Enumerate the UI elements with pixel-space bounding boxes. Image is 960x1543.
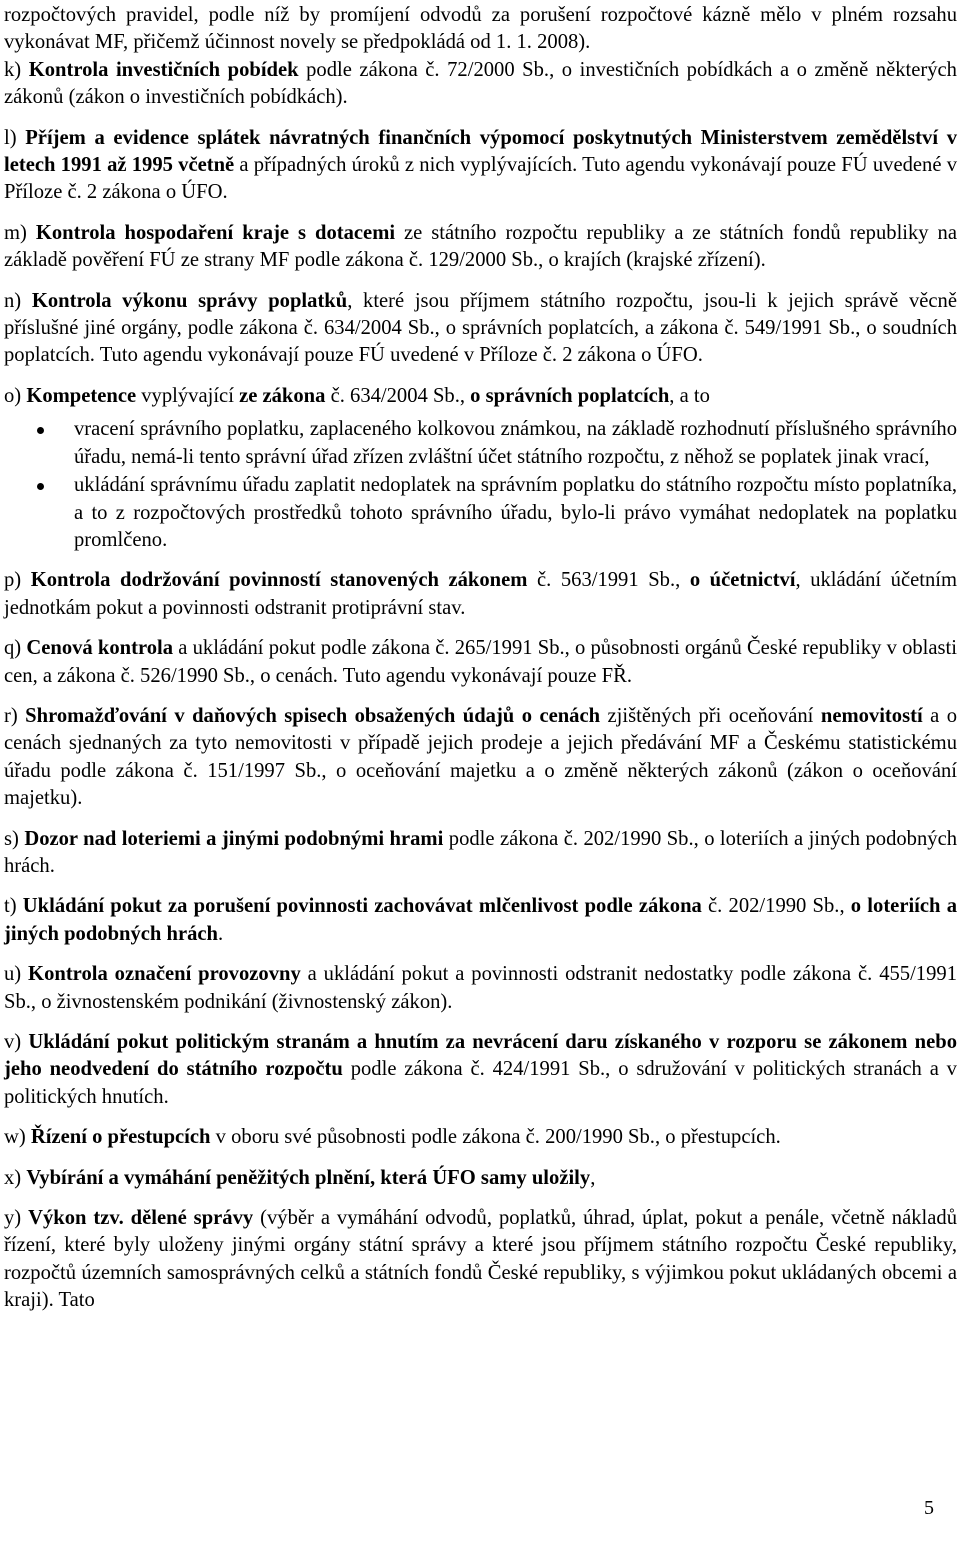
bullet-dot-icon <box>37 483 44 490</box>
text-run: v) <box>4 1031 29 1053</box>
text-run: k) <box>4 58 29 81</box>
text-run: o) <box>4 384 27 407</box>
item-x <box>4 1165 957 1192</box>
item-s <box>4 826 957 881</box>
text-run: vyplývající <box>136 384 240 407</box>
bold-run: o účetnictví <box>689 569 796 592</box>
bullet-dot-icon <box>37 427 44 434</box>
bold-run: Ukládání pokut politickým stranám a hnutím za nevrácení daru získaného v rozporu se zákonem nebo jeho neodvedení do státního rozpočtu <box>4 1031 957 1081</box>
text-run: č. 563/1991 Sb., <box>527 569 690 592</box>
text-run: s) <box>4 827 25 850</box>
bold-run: Řízení o přestupcích <box>30 1126 211 1149</box>
bold-run: Kompetence <box>26 384 137 407</box>
text-run: x) <box>4 1166 27 1189</box>
text-run: podle zákona č. 202/1990 Sb., o loteriích a jiných podobných hrách. <box>4 827 958 877</box>
text-run: y) <box>4 1207 29 1230</box>
text-run: v oboru své působnosti podle zákona č. 200/1990 Sb., o přestupcích. <box>210 1126 781 1149</box>
text-run: a ukládání pokut podle zákona č. 265/1991 Sb., o působnosti orgánů České republiky v oblasti cen, a zákona č. 526/1990 Sb., o cenách. Tuto agendu vykonávají pouze FŘ. <box>4 637 957 687</box>
text-run: p) <box>4 569 31 592</box>
bold-run: Vybírání a vymáhání peněžitých plnění, která ÚFO samy uložily <box>26 1166 591 1189</box>
item-u <box>4 961 957 1016</box>
list-item-text: ukládání správnímu úřadu zaplatit nedoplatek na správním poplatku do státního rozpočtu místo poplatníka, a to z rozpočtových prostředků tohoto správního úřadu, bylo-li právo vymáhat nedoplatek na poplatku promlčeno. <box>74 474 957 551</box>
bold-run: Výkon tzv. dělené správy <box>28 1207 254 1230</box>
text-run: w) <box>4 1126 31 1149</box>
page-number: 5 <box>924 1497 934 1519</box>
bold-run: Kontrola označení provozovny <box>28 963 301 986</box>
item-y <box>4 1205 957 1315</box>
bold-run: ze zákona <box>239 384 326 407</box>
paragraphs-after-list <box>4 567 957 1314</box>
item-k <box>4 57 957 112</box>
text-run: r) <box>4 704 26 727</box>
text-run: t) <box>4 895 23 918</box>
text-run: u) <box>4 963 29 986</box>
item-w <box>4 1124 957 1151</box>
text-run: m) <box>4 221 36 244</box>
text-run: n) <box>4 289 32 312</box>
text-run: zjištěných při oceňování <box>600 704 821 727</box>
bold-run: Cenová kontrola <box>26 637 174 660</box>
text-run: l) <box>4 126 26 149</box>
bold-run: Dozor nad loteriemi a jinými podobnými hrami <box>24 827 444 850</box>
item-n <box>4 288 957 370</box>
text-run: č. 202/1990 Sb., <box>701 895 851 918</box>
paragraphs-before-list <box>4 2 957 410</box>
text-run: rozpočtových pravidel, podle níž by promíjení odvodů za porušení rozpočtové kázně mělo v plném rozsahu vykonávat MF, přičemž účinnost novely se předpokládá od 1. 1. 2008). <box>4 4 957 54</box>
bold-run: Příjem a evidence splátek návratných finančních výpomocí poskytnutých Ministerstvem zemědělství v letech 1991 až 1995 včetně <box>4 126 957 177</box>
text-run: (výběr a vymáhání odvodů, poplatků, úhrad, úplat, pokut a penále, včetně nákladů řízení, které byly uloženy jinými orgány státní správy a které jsou příjmem státního rozpočtu České republiky, rozpočtů územních samosprávných celků a státních fondů České republiky, s výjimkou pokut ukládaných obcemi a kraji). Tato <box>4 1207 957 1312</box>
item-o <box>4 383 957 410</box>
text-run: . <box>218 922 224 945</box>
item-p <box>4 567 957 622</box>
document-page <box>4 0 957 1315</box>
item-v <box>4 1029 957 1111</box>
item-m <box>4 220 957 275</box>
text-run: , <box>590 1166 596 1189</box>
bold-run: nemovitostí <box>820 704 923 727</box>
bullet-list <box>4 416 957 554</box>
item-q <box>4 635 957 690</box>
intro-continuation <box>4 2 957 57</box>
bold-run: Kontrola hospodaření kraje s dotacemi <box>35 221 396 244</box>
text-run: , ukládání účetním jednotkám pokut a povinnosti odstranit protiprávní stav. <box>4 569 958 619</box>
bold-run: Shromažďování v daňových spisech obsažených údajů o cenách <box>25 704 601 727</box>
bold-run: o loteriích a jiných podobných hrách <box>4 895 958 945</box>
text-run: podle zákona č. 72/2000 Sb., o investičních pobídkách a o změně některých zákonů (zákon o investičních pobídkách). <box>4 58 957 109</box>
bold-run: Ukládání pokut za porušení povinnosti zachovávat mlčenlivost podle zákona <box>22 895 702 918</box>
text-run: , které jsou příjmem státního rozpočtu, jsou-li k jejich správě věcně příslušné jiné orgány, podle zákona č. 634/2004 Sb., o správních poplatcích, a zákona č. 549/1991 Sb., o soudních poplatcích. Tuto agendu vykonávají pouze FÚ uvedené v Příloze č. 2 zákona o ÚFO. <box>4 289 957 367</box>
list-item <box>4 416 957 471</box>
item-t <box>4 893 957 948</box>
text-run: a ukládání pokut a povinnosti odstranit nedostatky podle zákona č. 455/1991 Sb., o živnostenském podnikání (živnostenský zákon). <box>4 963 957 1013</box>
text-run: ze státního rozpočtu republiky a ze státních fondů republiky na základě pověření FÚ ze strany MF podle zákona č. 129/2000 Sb., o krajích (krajské zřízení). <box>4 221 957 272</box>
item-l <box>4 125 957 207</box>
text-run: , a to <box>669 384 710 407</box>
item-r <box>4 703 957 813</box>
text-run: č. 634/2004 Sb., <box>325 384 471 407</box>
bold-run: Kontrola dodržování povinností stanovených zákonem <box>30 569 528 592</box>
text-run: podle zákona č. 424/1991 Sb., o sdružování v politických stranách a v politických hnutích. <box>4 1058 957 1108</box>
text-run: q) <box>4 637 27 660</box>
bold-run: o správních poplatcích <box>470 384 670 407</box>
text-run: a případných úroků z nich vyplývajících. Tuto agendu vykonávají pouze FÚ uvedené v Příloze č. 2 zákona o ÚFO. <box>4 154 957 204</box>
bold-run: Kontrola investičních pobídek <box>28 58 299 81</box>
bold-run: Kontrola výkonu správy poplatků <box>31 289 348 312</box>
list-item-text: vracení správního poplatku, zaplaceného kolkovou známkou, na základě rozhodnutí příslušného správního úřadu, nemá-li tento správní úřad zřízen zvláštní účet státního rozpočtu, z něhož se poplatek jinak vrací, <box>74 418 957 468</box>
text-run: a o cenách sjednaných za tyto nemovitosti v případě jejich prodeje a jejich předávání MF a Českému statistickému úřadu podle zákona č. 151/1997 Sb., o oceňování majetku a o změně některých zákonů (zákon o oceňování majetku). <box>4 704 957 810</box>
list-item <box>4 472 957 554</box>
